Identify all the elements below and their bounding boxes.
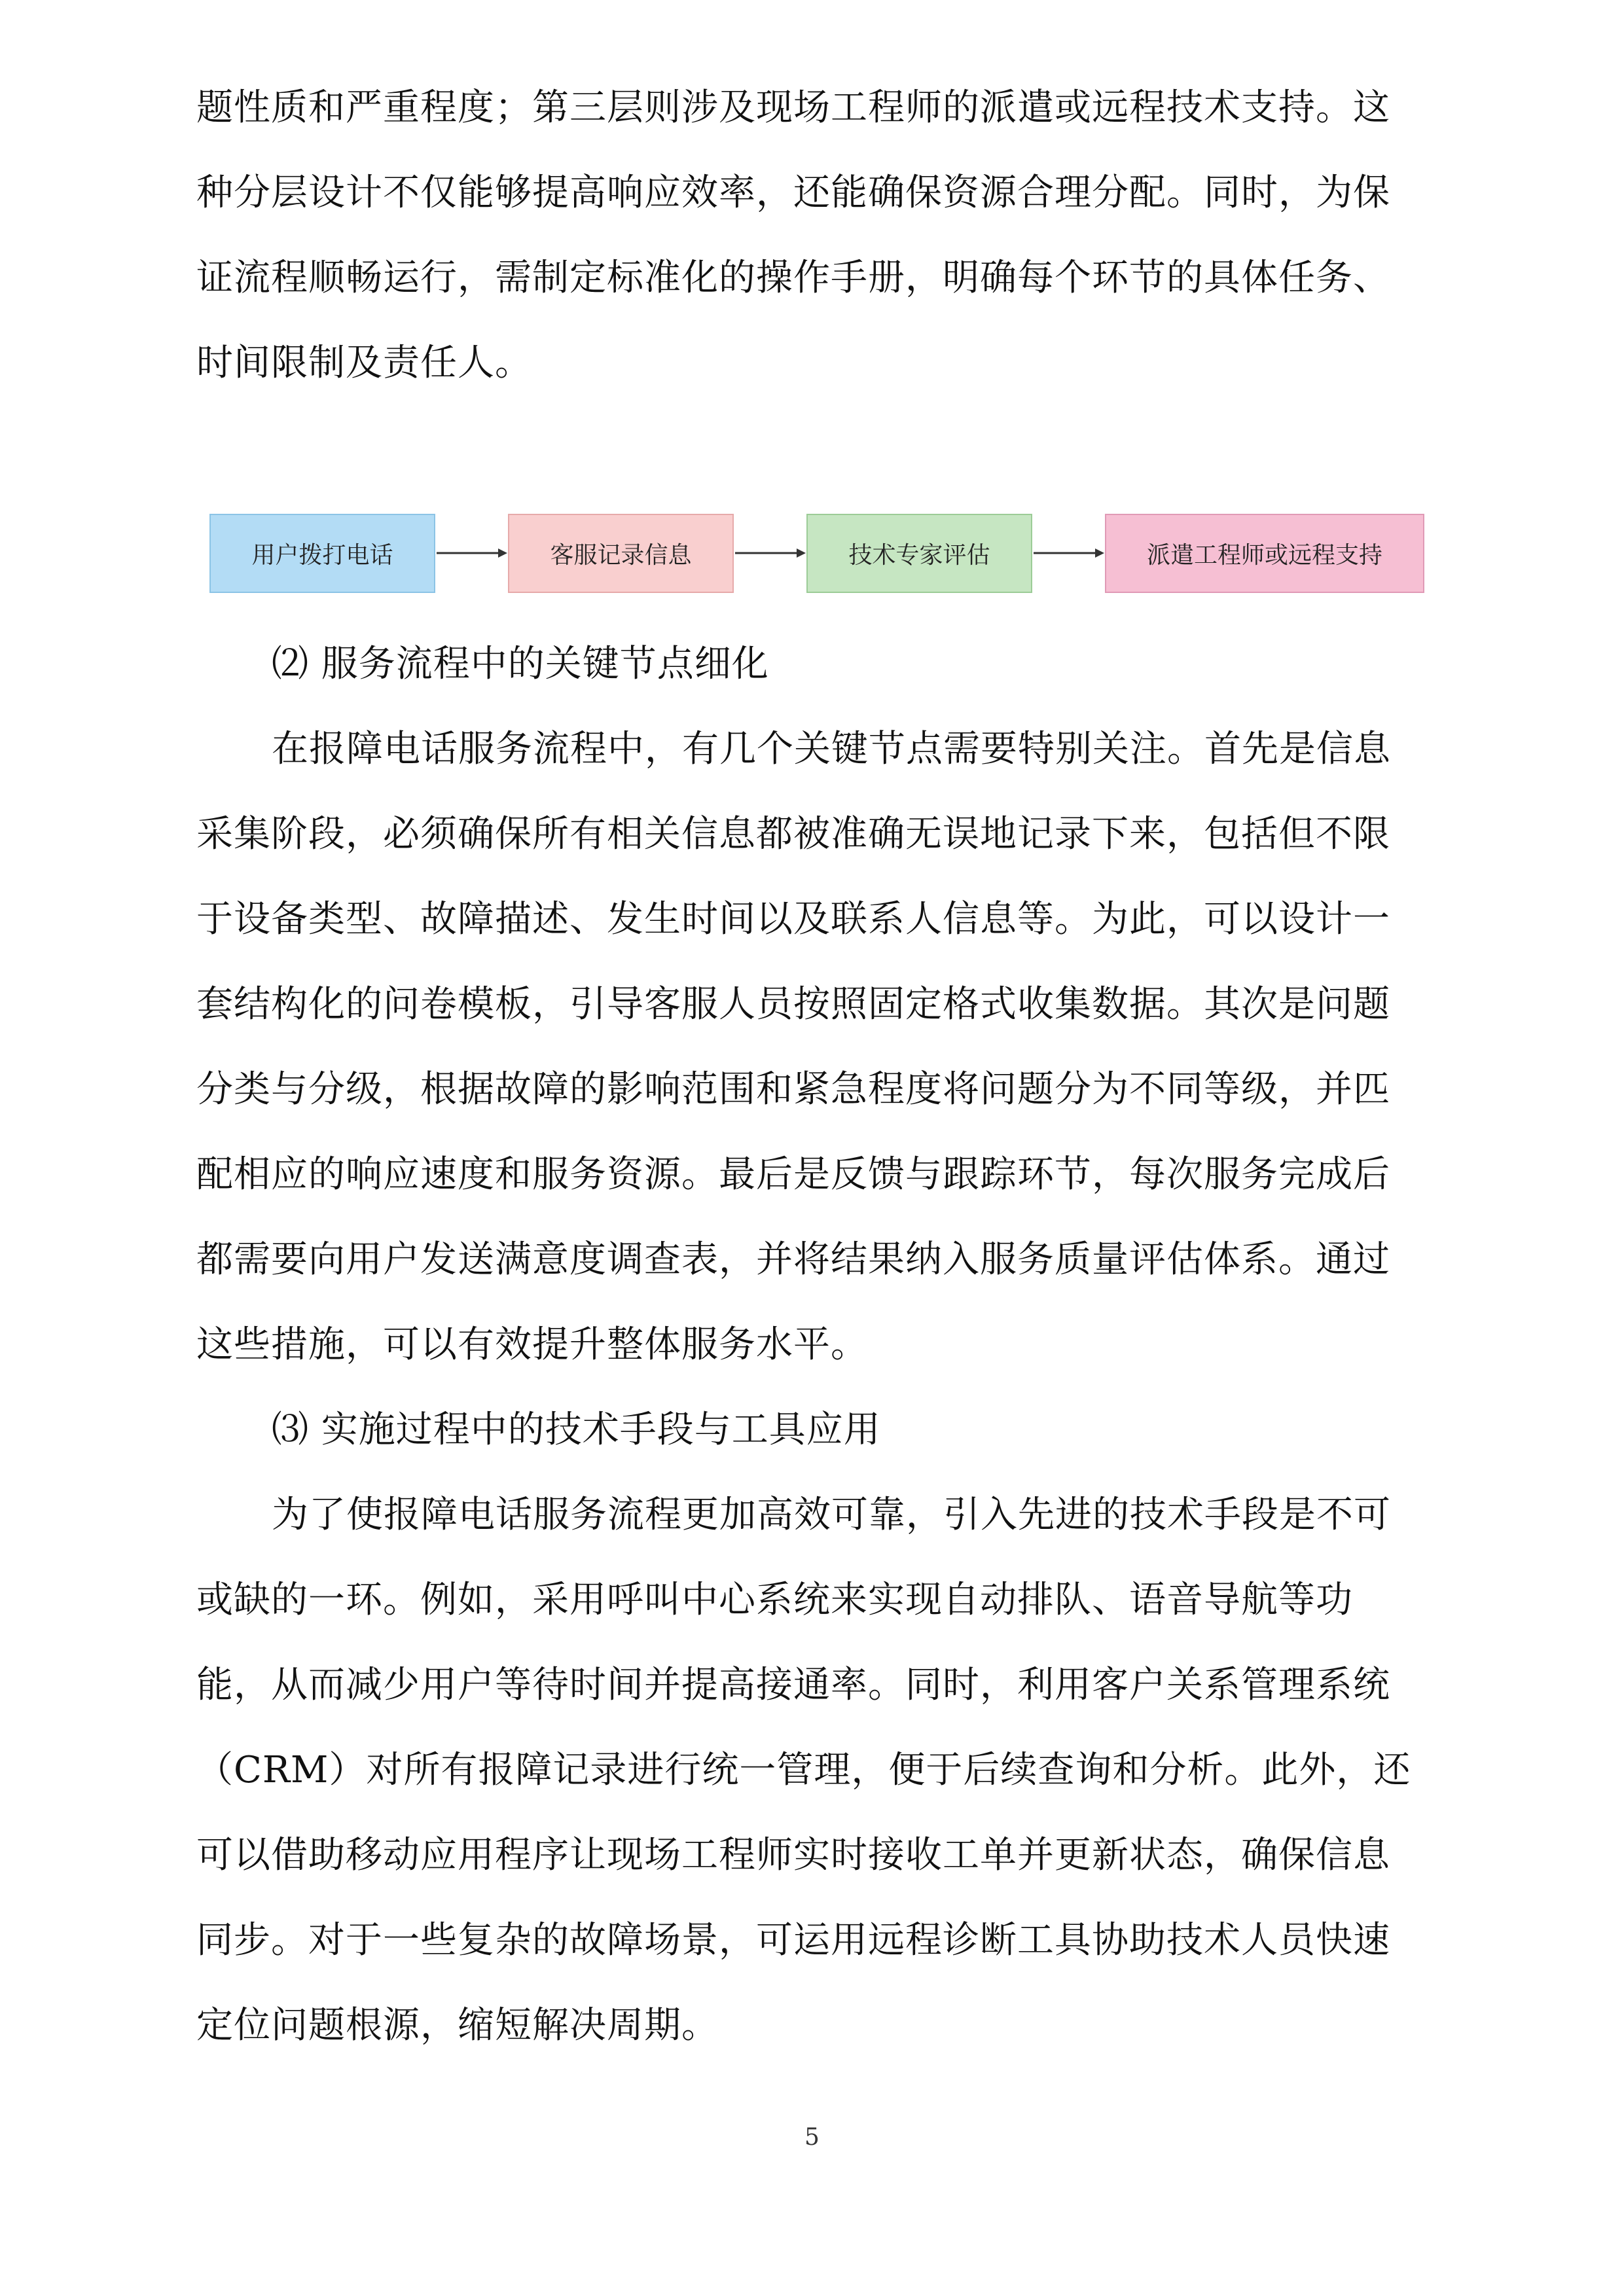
intro-line-3: 证流程顺畅运行，需制定标准化的操作手册，明确每个环节的具体任务、 xyxy=(196,257,1390,299)
intro-line-2: 种分层设计不仅能够提高响应效率，还能确保资源合理分配。同时，为保 xyxy=(196,171,1390,214)
flow-step-label: 用户拨打电话 xyxy=(251,542,393,569)
flow-step-label: 客服记录信息 xyxy=(550,542,692,569)
section-2-line-1: 在报障电话服务流程中，有几个关键节点需要特别关注。首先是信息 xyxy=(272,728,1391,770)
flow-arrow-icon xyxy=(1032,547,1105,560)
section-3-line-4: （CRM）对所有报障记录进行统一管理，便于后续查询和分析。此外，还 xyxy=(196,1749,1411,1791)
intro-line-1: 题性质和严重程度；第三层则涉及现场工程师的派遣或远程技术支持。这 xyxy=(196,86,1390,129)
section-3-line-6: 同步。对于一些复杂的故障场景，可运用远程诊断工具协助技术人员快速 xyxy=(196,1919,1390,1962)
section-2-heading: ⑵ 服务流程中的关键节点细化 xyxy=(272,643,769,685)
section-2-line-2: 采集阶段，必须确保所有相关信息都被准确无误地记录下来，包括但不限 xyxy=(196,813,1390,855)
section-3-heading: ⑶ 实施过程中的技术手段与工具应用 xyxy=(272,1408,881,1451)
section-2-line-4: 套结构化的问卷模板，引导客服人员按照固定格式收集数据。其次是问题 xyxy=(196,983,1390,1026)
section-3-line-1: 为了使报障电话服务流程更加高效可靠，引入先进的技术手段是不可 xyxy=(272,1494,1391,1536)
flow-step-record xyxy=(508,514,734,593)
intro-line-4: 时间限制及责任人。 xyxy=(196,342,532,384)
section-2-line-5: 分类与分级，根据故障的影响范围和紧急程度将问题分为不同等级，并匹 xyxy=(196,1068,1390,1111)
flow-step-evaluate xyxy=(806,514,1032,593)
section-2-line-3: 于设备类型、故障描述、发生时间以及联系人信息等。为此，可以设计一 xyxy=(196,898,1390,941)
flow-arrow-icon xyxy=(435,547,508,560)
flow-step-label: 技术专家评估 xyxy=(848,542,990,569)
flow-step-label: 派遣工程师或远程支持 xyxy=(1146,542,1382,569)
section-3-line-3: 能，从而减少用户等待时间并提高接通率。同时，利用客户关系管理系统 xyxy=(196,1664,1390,1706)
flow-step-call xyxy=(209,514,435,593)
section-2-line-6: 配相应的响应速度和服务资源。最后是反馈与跟踪环节，每次服务完成后 xyxy=(196,1153,1390,1196)
section-3-line-7: 定位问题根源，缩短解决周期。 xyxy=(196,2004,719,2047)
section-2-line-8: 这些措施，可以有效提升整体服务水平。 xyxy=(196,1323,868,1366)
section-3-line-2: 或缺的一环。例如，采用呼叫中心系统来实现自动排队、语音导航等功 xyxy=(196,1579,1353,1621)
flow-arrow-icon xyxy=(734,547,806,560)
flow-step-dispatch xyxy=(1105,514,1424,593)
process-flowchart xyxy=(209,514,1427,596)
section-3-line-5: 可以借助移动应用程序让现场工程师实时接收工单并更新状态，确保信息 xyxy=(196,1834,1390,1876)
section-2-line-7: 都需要向用户发送满意度调查表，并将结果纳入服务质量评估体系。通过 xyxy=(196,1238,1390,1281)
page-number: 5 xyxy=(804,2124,820,2151)
